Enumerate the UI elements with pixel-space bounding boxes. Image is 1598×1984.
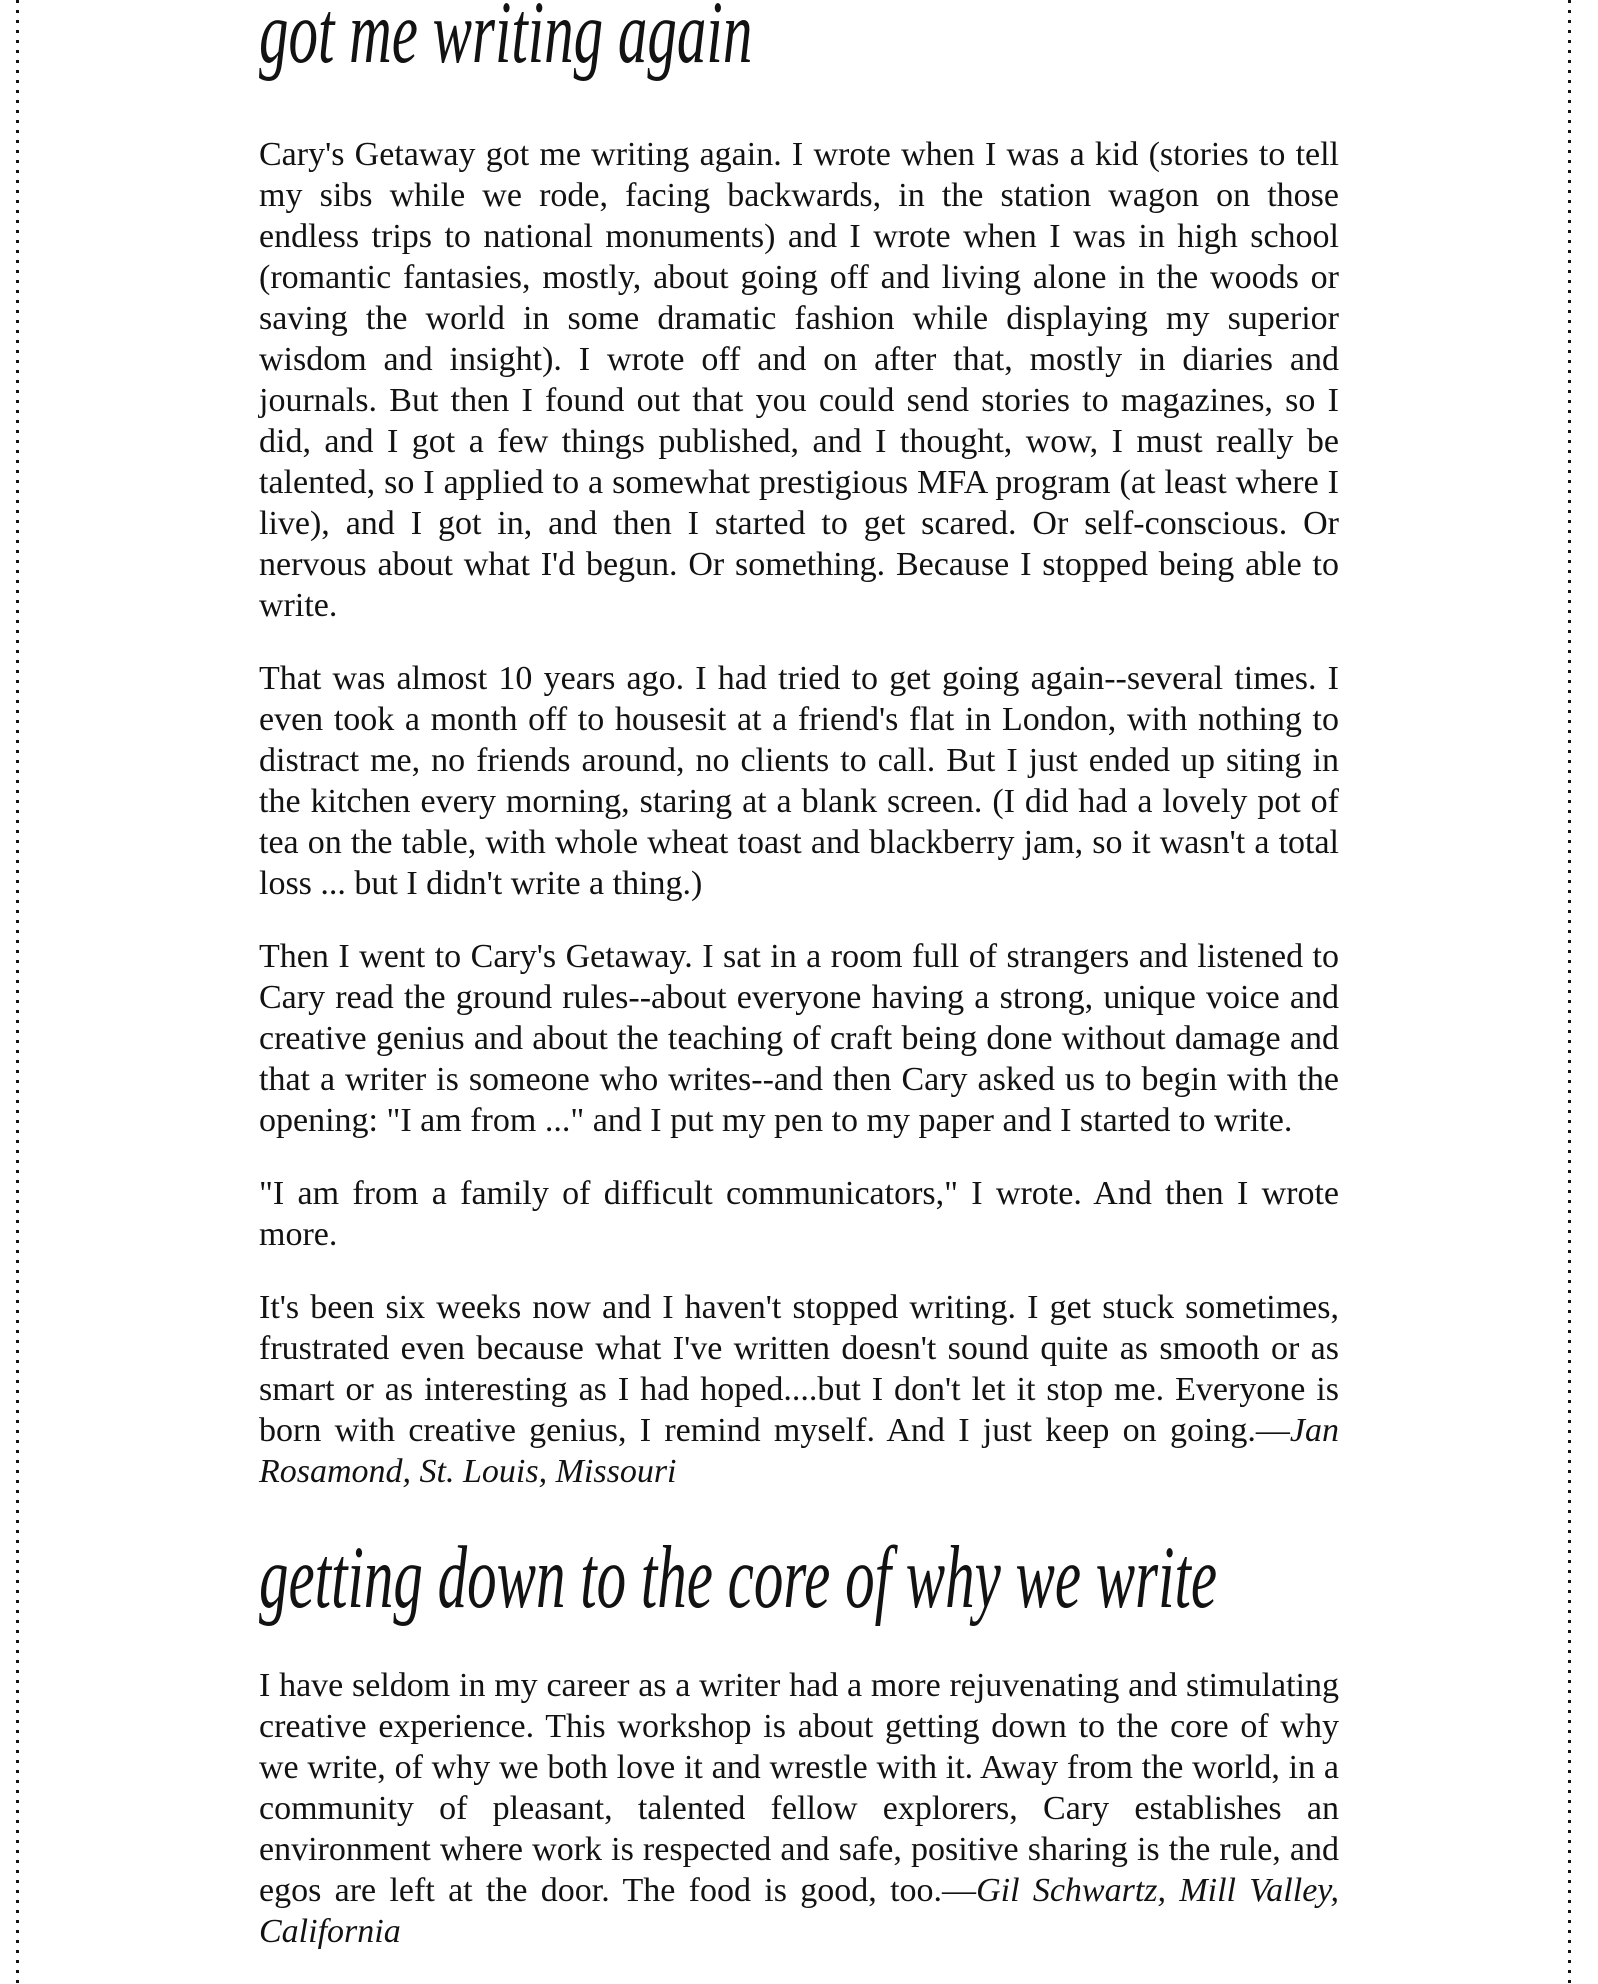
testimonial-paragraph xyxy=(259,1173,1339,1255)
section-heading xyxy=(259,0,1339,86)
left-dotted-border xyxy=(16,0,19,1984)
paragraph-text: That was almost 10 years ago. I had tried to get going again--several times. I even took a month off to housesit at a friend's flat in London, with nothing to distract me, no friends around, no clients to call. But I just ended up siting in the kitchen every morning, staring at a blank screen. (I did had a lovely pot of tea on the table, with whole wheat toast and blackberry jam, so it wasn't a total loss ... but I didn't write a thing.) xyxy=(259,660,1339,902)
paragraph-text: "I am from a family of difficult communicators," I wrote. And then I wrote more. xyxy=(259,1175,1339,1253)
paragraph-text: It's been six weeks now and I haven't stopped writing. I get stuck sometimes, frustrated even because what I've written doesn't sound quite as smooth or as smart or as interesting as I had hoped....but I don't let it stop me. Everyone is born with creative genius, I remind myself. And I just keep on going.— xyxy=(259,1289,1339,1449)
section-heading xyxy=(259,1527,1339,1631)
paragraph-text: Then I went to Cary's Getaway. I sat in a room full of strangers and listened to Cary read the ground rules--about everyone having a strong, unique voice and creative genius and about the teaching of craft being done without damage and that a writer is someone who writes--and then Cary asked us to begin with the opening: "I am from ..." and I put my pen to my paper and I started to write. xyxy=(259,938,1339,1139)
paragraph-text: Cary's Getaway got me writing again. I wrote when I was a kid (stories to tell my sibs while we rode, facing backwards, in the station wagon on those endless trips to national monuments) and I wrote when I was in high school (romantic fantasies, mostly, about going off and living alone in the woods or saving the world in some dramatic fashion while displaying my superior wisdom and insight). I wrote off and on after that, mostly in diaries and journals. But then I found out that you could send stories to magazines, so I did, and I got a few things published, and I thought, wow, I must really be talented, so I applied to a somewhat prestigious MFA program (at least where I live), and I got in, and then I started to get scared. Or self-conscious. Or nervous about what I'd begun. Or something. Because I stopped being able to write. xyxy=(259,136,1339,624)
testimonial-paragraph xyxy=(259,1665,1339,1952)
testimonials xyxy=(259,0,1339,1984)
paragraph-text: I have seldom in my career as a writer had a more rejuvenating and stimulating creative experience. This workshop is about getting down to the core of why we write, of why we both love it and wrestle with it. Away from the world, in a community of pleasant, talented fellow explorers, Cary establishes an environment where work is respected and safe, positive sharing is the rule, and egos are left at the door. The food is good, too.— xyxy=(259,1667,1339,1909)
testimonial-paragraph xyxy=(259,1287,1339,1492)
testimonial-paragraph xyxy=(259,658,1339,904)
section-heading-text: getting down to the core of why we write xyxy=(259,1527,1218,1627)
attribution-text: Jan Rosamond, St. Louis, Missouri xyxy=(259,1412,1339,1490)
testimonial-paragraph xyxy=(259,936,1339,1141)
testimonial-paragraph xyxy=(259,134,1339,626)
right-dotted-border xyxy=(1568,0,1571,1984)
attribution-text: Gil Schwartz, Mill Valley, California xyxy=(259,1872,1340,1950)
section-heading-text: got me writing again xyxy=(259,0,753,82)
